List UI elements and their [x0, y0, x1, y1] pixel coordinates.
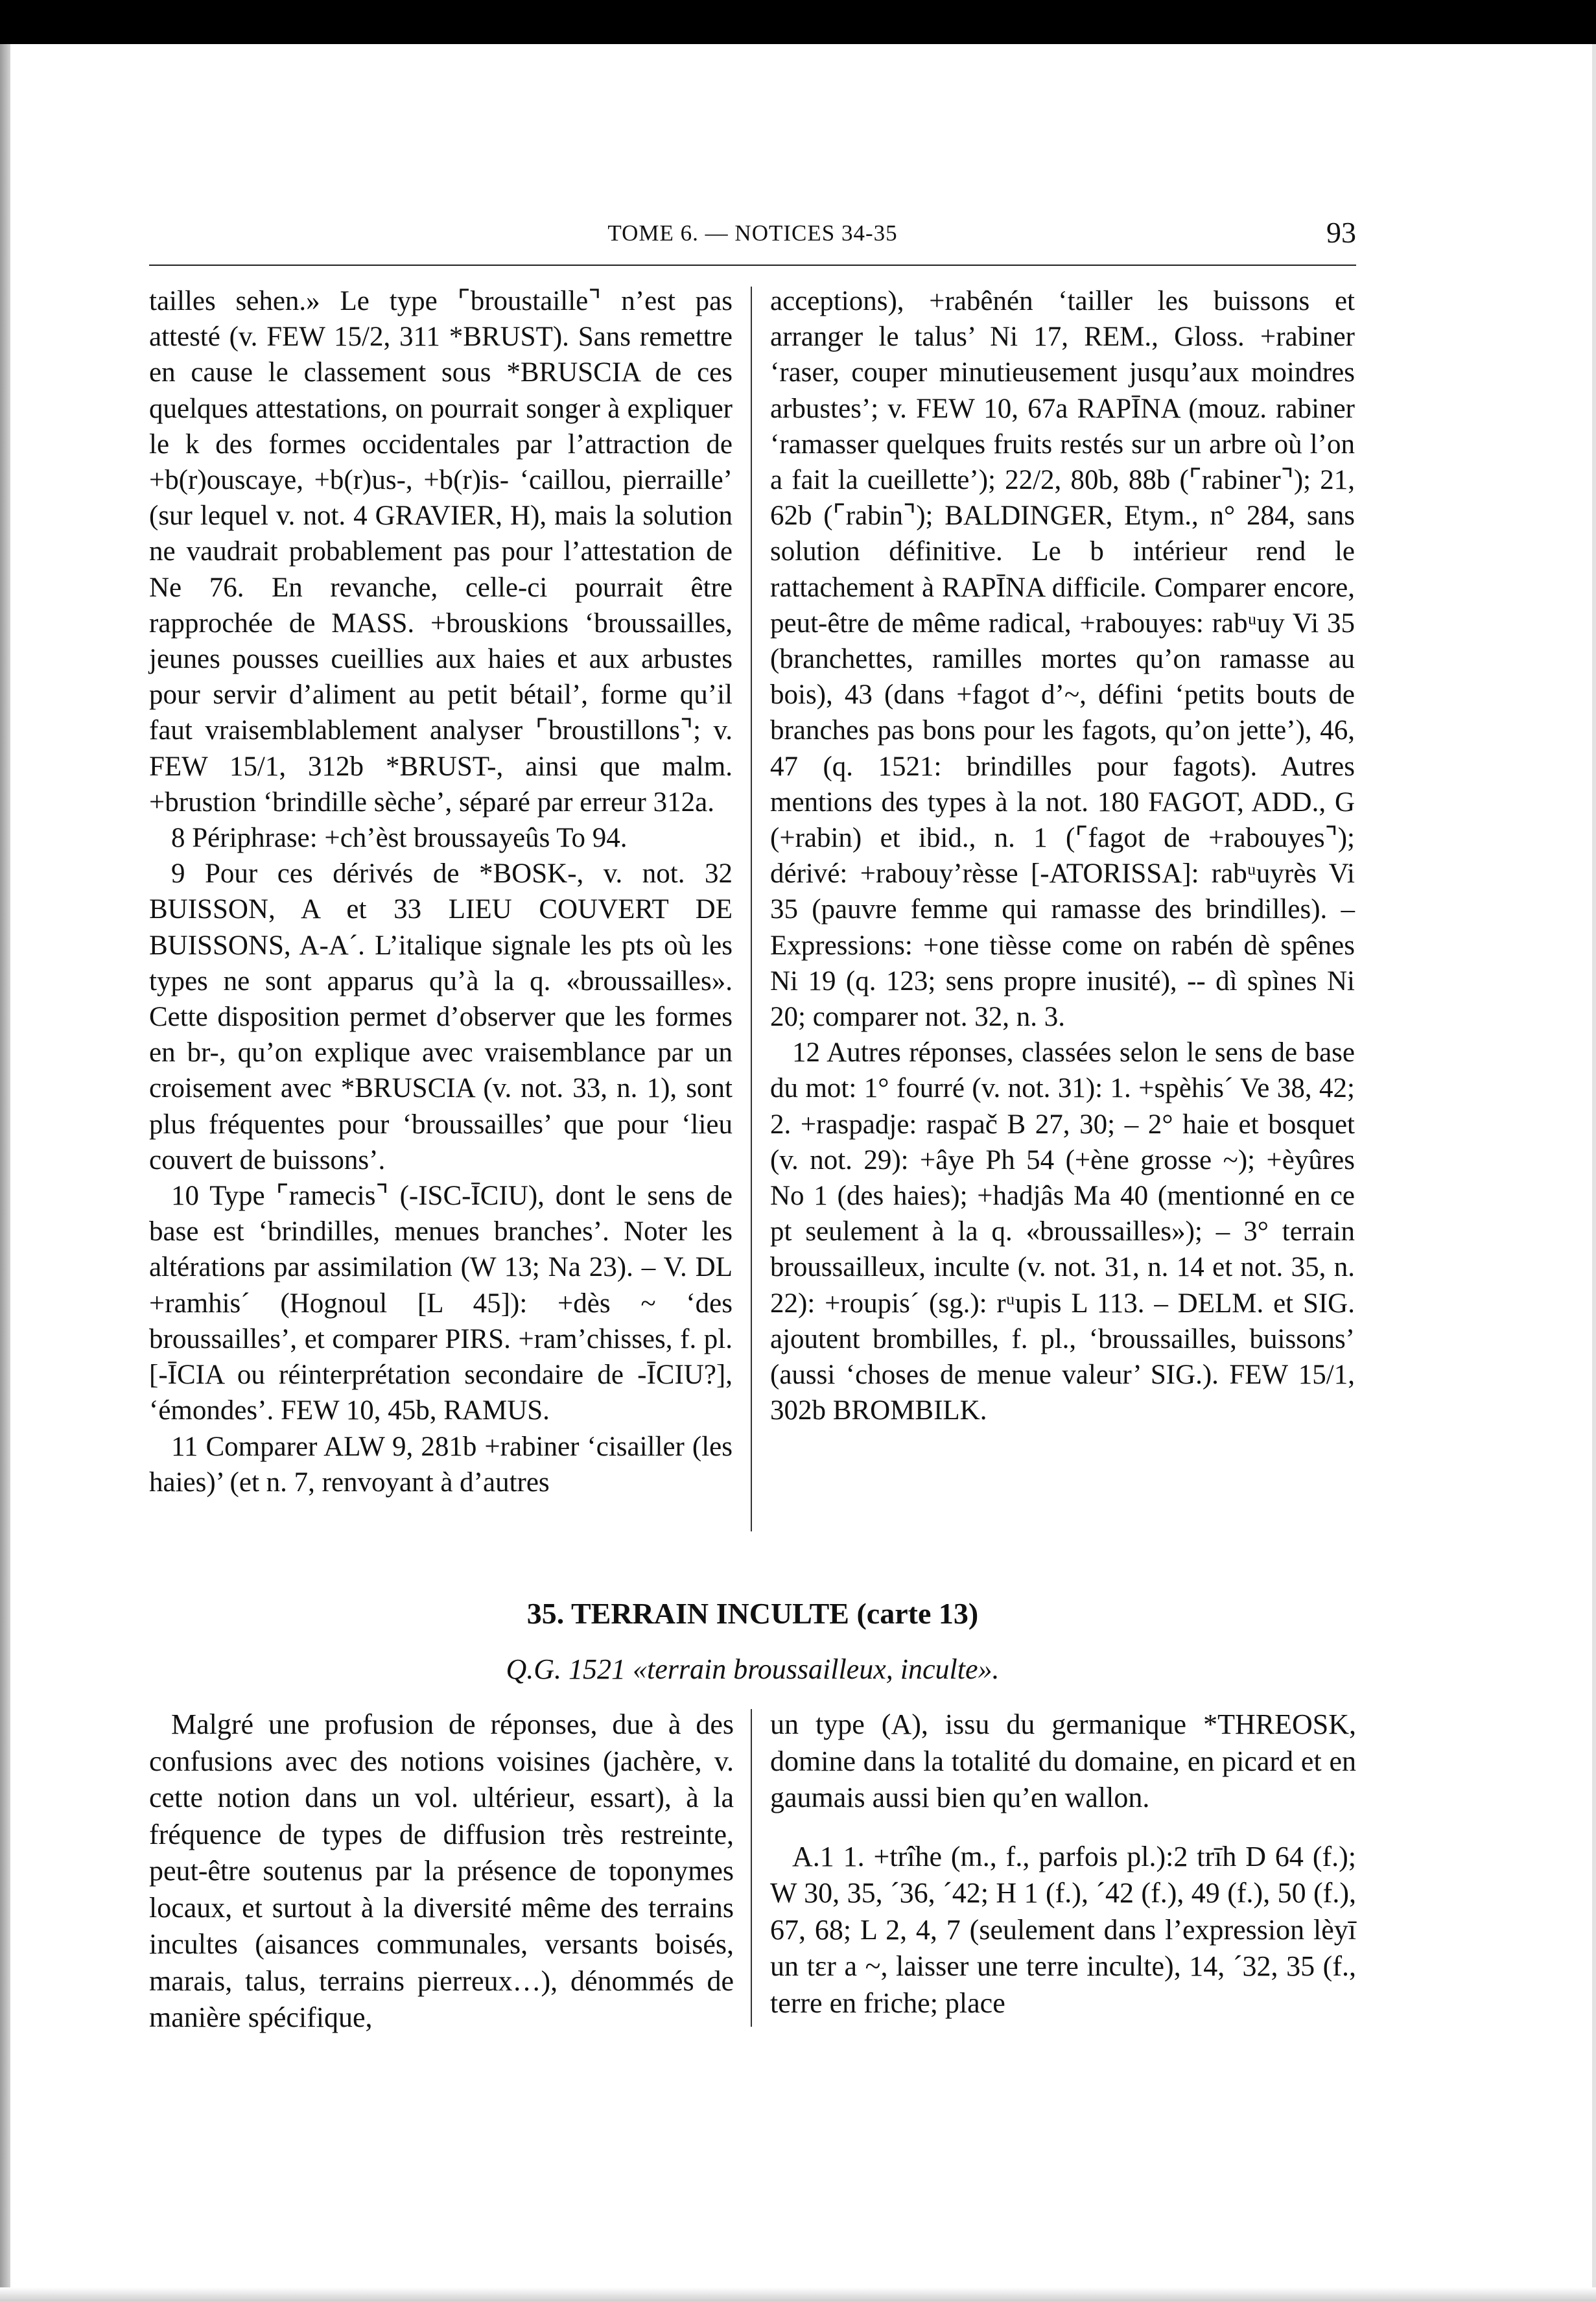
footnote-8: 8 Périphrase: +ch’èst broussayeûs To 94.	[171, 823, 628, 854]
running-head	[149, 215, 1356, 266]
scan-left-edge	[0, 44, 10, 2301]
footnote-12: 12 Autres réponses, classées selon le sens de base du mot: 1° fourré (v. not. 31): 1. +spèhis´ Ve 38, 42; 2. +raspadje: raspač B 27, 30; – 2° haie et bosquet (v. not. 29): +âye Ph 54 (+ène grosse ~); +èyûres No 1 (des haies); +hadjâs Ma 40 (mentionné en ce pt seulement à la q. «broussailles»); – 3° terrain broussailleux, inculte (v. not. 31, n. 14 et not. 35, n. 22): +roupis´ (sg.): rᵘupis L 113. – DELM. et SIG. ajoutent brombilles, f. pl., ‘broussailles, buissons’ (aussi ‘choses de menue valeur’ SIG.). FEW 15/1, 302b BROMBILK.	[770, 1037, 1355, 1426]
footnote-11-continuation: acceptions), +rabênén ‘tailler les buissons et arranger le talus’ Ni 17, REM., Gloss. +rabiner ‘raser, couper minutieusement jusqu’aux moindres arbustes’; v. FEW 10, 67a RAPĪNA (mouz. rabiner ‘ramasser quelques fruits restés sur un arbre où l’on a fait la cueillette’); 22/2, 80b, 88b (⌜rabiner⌝); 21, 62b (⌜rabin⌝); BALDINGER, Etym., n° 284, sans solution définitive. Le b intérieur rend le rattachement à RAPĪNA difficile. Comparer encore, peut-être de même radical, +rabouyes: rabᵘuy Vi 35 (branchettes, ramilles mortes qu’on ramasse au bois), 43 (dans +fagot d’~, défini ‘petits bouts de branches pas bons pour les fagots, qu’on jette’), 46, 47 (q. 1521: brindilles pour fagots). Autres mentions des types à la not. 180 FAGOT, ADD., G (+rabin) et ibid., n. 1 (⌜fagot de +rabouyes⌝); dérivé: +rabouy’rèsse [-ATORISSA]: rabᵘuyrès Vi 35 (pauvre femme qui ramasse des brindilles). – Expressions: +one tièsse come on rabén dè spênes Ni 19 (q. 123; sens propre inusité), -- dì spìnes Ni 20; comparer not. 32, n. 3.	[770, 286, 1355, 1033]
page-number: 93	[1326, 216, 1356, 249]
body-column-divider	[751, 1709, 752, 2027]
running-title: TOME 6. — NOTICES 34-35	[607, 220, 898, 246]
footnote-continuation: tailles sehen.» Le type ⌜broustaille⌝ n’est pas attesté (v. FEW 15/2, 311 *BRUST). Sans remettre en cause le classement sous *BRUSCIA de ces quelques attestations, on pourrait songer à expliquer le k des formes occidentales par l’attraction de +b(r)ouscaye, +b(r)us-, +b(r)is- ‘caillou, pierraille’ (sur lequel v. not. 4 GRAVIER, H), mais la solution ne vaudrait probablement pas pour l’attestation de Ne 76. En revanche, celle-ci pourrait être rapprochée de MASS. +brouskions ‘broussailles, jeunes pousses cueillies aux haies et aux arbustes pour servir d’aliment au petit bétail’, forme qu’il faut vraisemblablement analyser ⌜broustillons⌝; v. FEW 15/1, 312b *BRUST-, ainsi que malm. +brustion ‘brindille sèche’, séparé par erreur 312a.	[149, 286, 733, 818]
type-a-entry: A.1 1. +trîhe (m., f., parfois pl.):2 trīh D 64 (f.); W 30, 35, ´36, ´42; H 1 (f.), ´42 (f.), 49 (f.), 50 (f.), 67, 68; L 2, 4, 7 (seulement dans l’expression lèyī un tɛr a ~, laisser une terre inculte), 14, ´32, 35 (f., terre en friche; place	[770, 1840, 1356, 2019]
footnote-9: 9 Pour ces dérivés de *BOSK-, v. not. 32 BUISSON, A et 33 LIEU COUVERT DE BUISSONS, A-A´. L’italique signale les pts où les types ne sont apparus qu’à la q. «broussailles». Cette disposition permet d’observer que les formes en br-, qu’on explique avec vraisemblance par un croisement avec *BRUSCIA (v. not. 33, n. 1), sont plus fréquentes pour ‘broussailles’ que pour ‘lieu couvert de buissons’.	[149, 858, 733, 1175]
footnotes-right-column	[770, 283, 1355, 1429]
body-right-column	[770, 1706, 1356, 2022]
body-paragraph: Malgré une profusion de réponses, due à des confusions avec des notions voisines (jachère, v. cette notion dans un vol. ultérieur, essart), à la fréquence de types de diffusion très restreinte, peut-être soutenus par la présence de toponymes locaux, et surtout à la diversité même des terrains incultes (aisances communales, versants boisés, marais, talus, terrains pierreux…), dénommés de manière spécifique,	[149, 1708, 734, 2033]
body-paragraph-continuation: un type (A), issu du germanique *THREOSK, domine dans la totalité du domaine, en picard et en gaumais aussi bien qu’en wallon.	[770, 1708, 1356, 1813]
footnotes-left-column	[149, 283, 733, 1500]
body-left-column	[149, 1706, 734, 2036]
section-question: Q.G. 1521 «terrain broussailleux, inculte».	[506, 1653, 1000, 1685]
scan-top-border	[0, 0, 1596, 44]
footnote-11: 11 Comparer ALW 9, 281b +rabiner ‘cisailler (les haies)’ (et n. 7, renvoyant à d’autres	[149, 1431, 733, 1498]
scan-bottom-edge	[0, 2287, 1596, 2301]
scan-right-edge	[1592, 44, 1596, 2301]
section-heading: 35. TERRAIN INCULTE (carte 13)	[526, 1597, 979, 1630]
footnote-10: 10 Type ⌜ramecis⌝ (-ISC-ĪCIU), dont le sens de base est ‘brindilles, menues branches’. Noter les altérations par assimilation (W 13; Na 23). – V. DL +ramhis´ (Hognoul [L 45]): +dès ~ ‘des broussailles’, et comparer PIRS. +ram’chisses, f. pl. [-ĪCIA ou réinterprétation secondaire de -ĪCIU?], ‘émondes’. FEW 10, 45b, RAMUS.	[149, 1181, 733, 1426]
column-divider	[751, 287, 752, 1531]
